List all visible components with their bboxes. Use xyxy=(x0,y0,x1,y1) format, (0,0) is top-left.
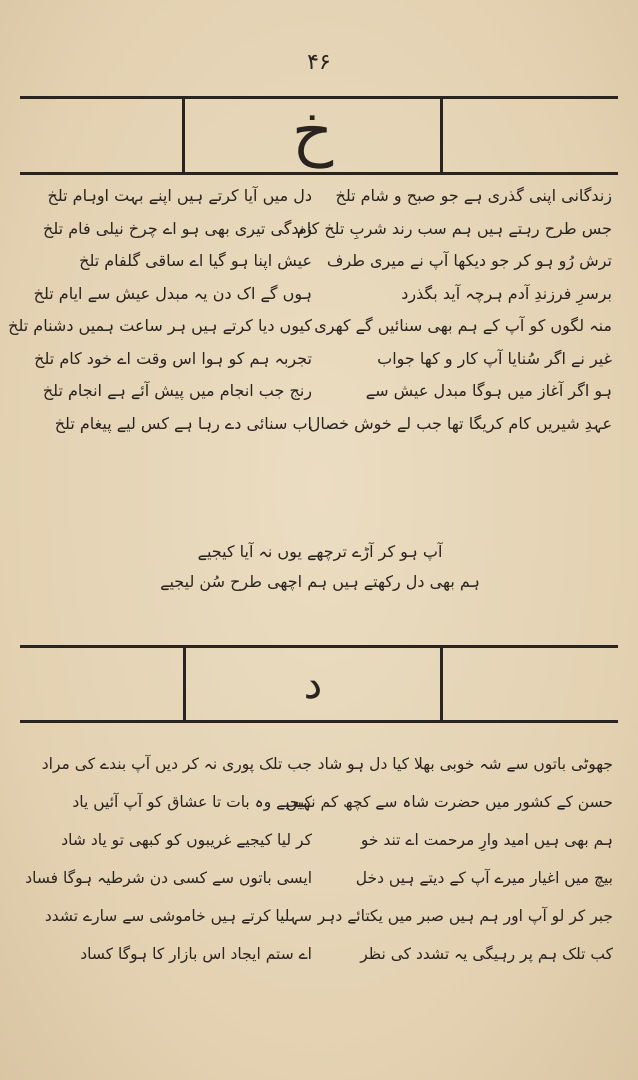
verse-line: تجربہ ہم کو ہوا اس وقت اے خود کام تلخ xyxy=(34,348,312,368)
verse-line: کر لیا کیجیے غریبوں کو کبھی تو یاد شاد xyxy=(61,831,312,849)
verse-line: ترش رُو ہو کر جو دیکھا آپ نے میری طرف xyxy=(326,251,612,270)
verse-line: منہ لگوں کو آپ کے ہم بھی سنائیں گے کھری xyxy=(314,316,612,335)
verse-line: زندگانی اپنی گذری ہے جو صبح و شام تلخ xyxy=(335,186,612,205)
section2-bottom-rule xyxy=(20,720,618,723)
couplet-line: ہم بھی دل رکھتے ہیں ہم اچھی طرح سُن لیجیے xyxy=(160,572,480,591)
section1-bottom-rule xyxy=(20,172,618,175)
verse-line: کیوں دیا کرتے ہیں ہر ساعت ہمیں دشنام تلخ xyxy=(8,316,312,335)
section1-letter: خ xyxy=(291,95,334,169)
verse-line: بیچ میں اغیار میرے آپ کے دیتے ہیں دخل xyxy=(355,869,613,887)
verse-line: جبر کر لو آپ اور ہم ہیں صبر میں یکتائے دہر xyxy=(317,907,613,925)
verse-line: ہو اگر آغاز میں ہوگا مبدل عیش سے xyxy=(365,381,612,400)
verse-line: جھوٹی باتوں سے شہ خوبی بھلا کیا دل ہو شاد xyxy=(317,755,613,773)
couplet-line: آپ ہو کر آڑے ترچھے یوں نہ آیا کیجیے xyxy=(197,542,443,561)
verse-line: ہوں گے اک دن یہ مبدل عیش سے ایام تلخ xyxy=(33,283,312,303)
verse-line: ہم بھی ہیں امید وارِ مرحمت اے تند خو xyxy=(360,831,613,849)
verse-line: ایسی باتوں سے کسی دن شرطیہ ہوگا فساد xyxy=(25,869,312,887)
verse-line: دل میں آیا کرتے ہیں اپنے بہت اوہام تلخ xyxy=(47,186,312,205)
verse-line: جب تلک پوری نہ کر دیں آپ بندے کی مراد xyxy=(41,755,312,773)
verse-line: برسرِ فرزندِ آدم ہرچہ آید بگذرد xyxy=(401,283,612,303)
verse-line: زندگی تیری بھی ہو اے چرخ نیلی فام تلخ xyxy=(43,218,312,238)
page-number: ۴۶ xyxy=(307,50,331,75)
section2-right-divider xyxy=(440,647,443,722)
verse-line: سہلیا کرتے ہیں خاموشی سے سارے تشدد xyxy=(44,907,312,925)
verse-line: حسن کے کشور میں حضرت شاہ سے کچھ کم نہیں xyxy=(285,793,613,811)
verse-line: عہدِ شیریں کام کریگا تھا جب لے خوش خصال xyxy=(308,413,612,433)
verse-line: کیجیے وہ بات تا عشاق کو آپ آئیں یاد xyxy=(72,793,312,811)
section2-letter: د xyxy=(303,659,323,708)
verse-line: اب سنائی دے رہا ہے کس لیے پیغام تلخ xyxy=(54,413,312,433)
verse-line: عیش اپنا ہو گیا اے ساقی گلفام تلخ xyxy=(79,251,312,270)
section1-couplet xyxy=(160,537,480,597)
section1-left-column xyxy=(8,180,312,440)
section1-right-divider xyxy=(440,98,443,173)
section2-right-column xyxy=(285,745,613,973)
verse-line: غیر نے اگر سُنایا آپ کار و کھا جواب xyxy=(377,348,612,368)
section1-right-column xyxy=(296,180,612,440)
verse-line: کب تلک ہم پر رہیگی یہ تشدد کی نظر xyxy=(360,945,613,963)
section2-top-rule xyxy=(20,645,618,648)
verse-line: جس طرح رہتے ہیں ہم سب رند شربِ تلخ کام xyxy=(296,218,612,238)
section2-left-column xyxy=(22,745,312,973)
verse-line: اے ستم ایجاد اس بازار کا ہوگا کساد xyxy=(80,945,312,963)
verse-line: رنج جب انجام میں پیش آئے ہے انجام تلخ xyxy=(42,381,312,400)
